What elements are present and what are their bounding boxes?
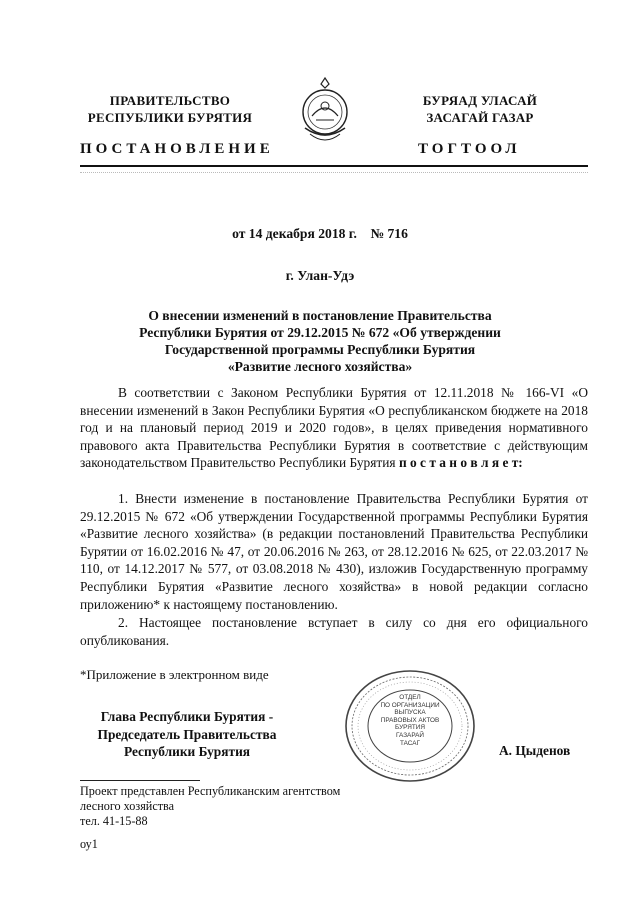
doc-type-ru: ПОСТАНОВЛЕНИЕ (80, 141, 274, 157)
footer-rule (80, 780, 200, 781)
decree-word: п о с т а н о в л я е т: (398, 455, 523, 471)
doc-title-line: О внесении изменений в постановление Правительства (148, 308, 492, 323)
stamp-line: ОТДЕЛ (399, 694, 421, 701)
doc-title (0, 307, 640, 375)
header-rule (80, 165, 588, 167)
stamp-text (368, 694, 452, 747)
footer-line: Проект представлен Республиканским агентством (80, 784, 341, 798)
signatory-position-line: Глава Республики Бурятия - (100, 709, 274, 724)
footer-code: оу1 (80, 837, 98, 851)
preamble-text: В соответствии с Законом Республики Бурятия от 12.11.2018 № 166-VI «О внесении изменений в Закон Республики Бурятия «О республиканском бюджете на 2018 год и на плановый период 2019 и 2020 годов», в целях приведения нормативного правового акта Правительства Республики Бурятия в соответствие с действующим законодательством Правительство Республики Бурятия (80, 385, 588, 471)
doc-title-line: «Развитие лесного хозяйства» (227, 359, 413, 374)
city: г. Улан-Удэ (285, 268, 355, 283)
stamp-line: ГАЗАРАЙ (395, 731, 425, 739)
stamp-seal (342, 668, 478, 784)
org-name-ru-line2: РЕСПУБЛИКИ БУРЯТИЯ (87, 110, 253, 125)
stamp-line: ТАСАГ (399, 739, 420, 747)
preamble (80, 384, 588, 472)
org-name-bur (370, 92, 590, 126)
footer-info (80, 784, 340, 829)
item-1 (80, 490, 588, 613)
stamp-line: БУРЯТИЯ (395, 724, 425, 732)
appendix-note: *Приложение в электронном виде (80, 667, 269, 682)
item-2-text: 2. Настоящее постановление вступает в силу со дня его официального опубликования. (80, 615, 588, 648)
signatory-name: А. Цыденов (499, 743, 571, 758)
org-name-ru (60, 92, 280, 126)
signatory-position (80, 708, 294, 761)
doc-type-bur: ТОГТООЛ (418, 141, 521, 157)
stamp-line: ПРАВОВЫХ АКТОВ (380, 716, 440, 724)
org-name-bur-line1: БУРЯАД УЛАСАЙ (422, 93, 538, 108)
stamp-line: ПО ОРГАНИЗАЦИИ (380, 701, 440, 709)
stamp-line: ВЫПУСКА (394, 709, 426, 717)
footer-line: лесного хозяйства (80, 799, 175, 813)
doc-title-line: Республики Бурятия от 29.12.2015 № 672 «Об утверждении (139, 325, 501, 340)
header-rule-dotted (80, 172, 588, 173)
org-name-ru-line1: ПРАВИТЕЛЬСТВО (109, 93, 231, 108)
item-1-text: 1. Внести изменение в постановление Правительства Республики Бурятия от 29.12.2015 № 672 «Об утверждении Государственной программы Республики Бурятия «Развитие лесного хозяйства» (в редакции постановлений Правительства Республики Бурятии от 16.02.2016 № 47, от 20.06.2016 № 263, от 28.12.2016 № 625, от 22.03.2017 № 110, от 14.12.2017 № 577, от 03.08.2018 № 430), изложив Государственную программу Республики Бурятия «Развитие лесного хозяйства» в новой редакции согласно приложению* к настоящему постановлению. (80, 491, 588, 612)
item-2 (80, 614, 588, 649)
signatory-position-line: Республики Бурятия (123, 744, 251, 759)
emblem-icon (296, 76, 354, 148)
signatory-position-line: Председатель Правительства (97, 726, 277, 742)
doc-title-line: Государственной программы Республики Бурятия (164, 342, 476, 357)
date-number: от 14 декабря 2018 г. № 716 (232, 226, 408, 241)
org-name-bur-line2: ЗАСАГАЙ ГАЗАР (426, 110, 534, 125)
footer-phone: тел. 41-15-88 (80, 814, 148, 828)
